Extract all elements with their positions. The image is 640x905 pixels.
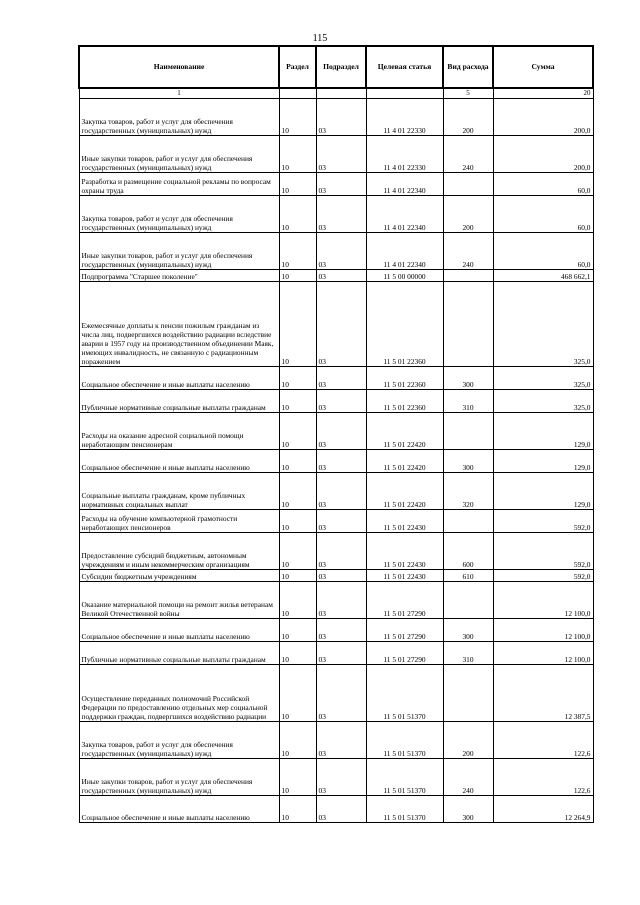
row-section: 10: [279, 196, 316, 233]
row-expense-type: 610: [443, 570, 493, 582]
row-section: 10: [279, 582, 316, 619]
table-row: [79, 270, 593, 282]
column-number: [316, 88, 366, 99]
row-sum: 12 387,5: [493, 665, 593, 722]
row-name: Социальное обеспечение и иные выплаты населению: [79, 367, 279, 390]
row-section: 10: [279, 233, 316, 270]
row-target: 11 5 01 27290: [366, 619, 443, 642]
row-subsection: 03: [316, 450, 366, 473]
row-subsection: 03: [316, 473, 366, 510]
table-row: [79, 533, 593, 570]
row-name: Закупка товаров, работ и услуг для обеспечения государственных (муниципальных) нужд: [79, 722, 279, 759]
row-target: 11 4 01 22330: [366, 136, 443, 173]
table-row: [79, 642, 593, 665]
table-row: [79, 619, 593, 642]
row-sum: 468 662,1: [493, 270, 593, 282]
row-section: 10: [279, 619, 316, 642]
row-name: Предоставление субсидий бюджетным, автономным учреждениям и иным некоммерческим организациям: [79, 533, 279, 570]
row-name: Ежемесячные доплаты к пенсии пожилым гражданам из числа лиц, подвергшихся воздействию радиации вследствие аварии в 1957 году на производственном объединении Маяк, имеющих инвалидность, не связанную с радиационным поражением: [79, 282, 279, 367]
row-expense-type: 240: [443, 759, 493, 796]
row-subsection: 03: [316, 582, 366, 619]
table-row: [79, 196, 593, 233]
row-subsection: 03: [316, 367, 366, 390]
table-header-row: [79, 46, 593, 88]
row-section: 10: [279, 282, 316, 367]
row-sum: 12 100,0: [493, 642, 593, 665]
row-sum: 325,0: [493, 390, 593, 413]
row-target: 11 4 01 22340: [366, 173, 443, 196]
row-expense-type: 300: [443, 367, 493, 390]
row-name: Социальные выплаты гражданам, кроме публичных нормативных социальных выплат: [79, 473, 279, 510]
row-name: Иные закупки товаров, работ и услуг для обеспечения государственных (муниципальных) нужд: [79, 233, 279, 270]
column-number: [366, 88, 443, 99]
row-sum: 12 100,0: [493, 582, 593, 619]
row-section: 10: [279, 99, 316, 136]
row-subsection: 03: [316, 533, 366, 570]
row-expense-type: 300: [443, 450, 493, 473]
row-subsection: 03: [316, 173, 366, 196]
row-target: 11 5 01 27290: [366, 582, 443, 619]
row-name: Социальное обеспечение и иные выплаты населению: [79, 450, 279, 473]
column-number: 5: [443, 88, 493, 99]
row-target: 11 5 01 22360: [366, 282, 443, 367]
row-subsection: 03: [316, 759, 366, 796]
header-sum: Сумма: [493, 46, 593, 88]
row-expense-type: 300: [443, 796, 493, 823]
page-number: 115: [312, 33, 328, 44]
row-expense-type: 200: [443, 196, 493, 233]
row-sum: 592,0: [493, 510, 593, 533]
row-target: 11 5 00 00000: [366, 270, 443, 282]
column-number: 1: [79, 88, 279, 99]
row-sum: 60,0: [493, 233, 593, 270]
table-row: [79, 450, 593, 473]
row-expense-type: 310: [443, 642, 493, 665]
table-row: [79, 367, 593, 390]
row-section: 10: [279, 136, 316, 173]
row-subsection: 03: [316, 642, 366, 665]
row-subsection: 03: [316, 413, 366, 450]
row-name: Закупка товаров, работ и услуг для обеспечения государственных (муниципальных) нужд: [79, 99, 279, 136]
row-name: Субсидии бюджетным учреждениям: [79, 570, 279, 582]
row-subsection: 03: [316, 196, 366, 233]
row-subsection: 03: [316, 665, 366, 722]
table-row: [79, 722, 593, 759]
row-target: 11 5 01 51370: [366, 796, 443, 823]
row-expense-type: 240: [443, 233, 493, 270]
row-section: 10: [279, 450, 316, 473]
row-section: 10: [279, 665, 316, 722]
table-row: [79, 173, 593, 196]
row-section: 10: [279, 570, 316, 582]
row-target: 11 5 01 22430: [366, 533, 443, 570]
row-sum: 60,0: [493, 196, 593, 233]
row-sum: 325,0: [493, 282, 593, 367]
header-subsection: Подраздел: [316, 46, 366, 88]
row-sum: 122,6: [493, 722, 593, 759]
row-expense-type: [443, 582, 493, 619]
row-section: 10: [279, 510, 316, 533]
row-section: 10: [279, 473, 316, 510]
row-sum: 592,0: [493, 533, 593, 570]
row-subsection: 03: [316, 233, 366, 270]
row-expense-type: 600: [443, 533, 493, 570]
row-name: Оказание материальной помощи на ремонт жилья ветеранам Великой Отечественной войны: [79, 582, 279, 619]
column-number: 20: [493, 88, 593, 99]
row-subsection: 03: [316, 510, 366, 533]
row-section: 10: [279, 796, 316, 823]
row-name: Расходы на оказание адресной социальной помощи неработающим пенсионерам: [79, 413, 279, 450]
row-subsection: 03: [316, 282, 366, 367]
table-row: [79, 759, 593, 796]
row-sum: 12 100,0: [493, 619, 593, 642]
row-section: 10: [279, 759, 316, 796]
row-target: 11 5 01 27290: [366, 642, 443, 665]
row-expense-type: [443, 510, 493, 533]
row-target: 11 5 01 22430: [366, 510, 443, 533]
row-sum: 129,0: [493, 413, 593, 450]
row-expense-type: [443, 173, 493, 196]
row-expense-type: 320: [443, 473, 493, 510]
row-sum: 122,6: [493, 759, 593, 796]
row-sum: 12 264,9: [493, 796, 593, 823]
row-target: 11 5 01 22360: [366, 367, 443, 390]
row-name: Расходы на обучение компьютерной грамотности неработающих пенсионеров: [79, 510, 279, 533]
table-row: [79, 413, 593, 450]
row-expense-type: [443, 413, 493, 450]
table-row: [79, 796, 593, 823]
row-target: 11 5 01 22420: [366, 413, 443, 450]
table-row: [79, 473, 593, 510]
column-number: [279, 88, 316, 99]
row-target: 11 4 01 22340: [366, 233, 443, 270]
row-subsection: 03: [316, 390, 366, 413]
row-expense-type: 300: [443, 619, 493, 642]
table-row: [79, 136, 593, 173]
row-sum: 325,0: [493, 367, 593, 390]
row-expense-type: [443, 270, 493, 282]
row-name: Социальное обеспечение и иные выплаты населению: [79, 796, 279, 823]
row-name: Иные закупки товаров, работ и услуг для обеспечения государственных (муниципальных) нужд: [79, 759, 279, 796]
row-target: 11 5 01 51370: [366, 665, 443, 722]
row-section: 10: [279, 642, 316, 665]
table-row: [79, 99, 593, 136]
header-expense-type: Вид расхода: [443, 46, 493, 88]
row-subsection: 03: [316, 136, 366, 173]
row-section: 10: [279, 173, 316, 196]
row-target: 11 5 01 22360: [366, 390, 443, 413]
row-expense-type: 200: [443, 722, 493, 759]
row-target: 11 5 01 22430: [366, 570, 443, 582]
row-subsection: 03: [316, 796, 366, 823]
row-expense-type: 310: [443, 390, 493, 413]
row-section: 10: [279, 367, 316, 390]
column-number-row: [79, 88, 593, 99]
row-sum: 129,0: [493, 473, 593, 510]
header-name: Наименование: [79, 46, 279, 88]
row-name: Закупка товаров, работ и услуг для обеспечения государственных (муниципальных) нужд: [79, 196, 279, 233]
header-target: Целевая статья: [366, 46, 443, 88]
header-section: Раздел: [279, 46, 316, 88]
row-target: 11 4 01 22330: [366, 99, 443, 136]
row-target: 11 5 01 22420: [366, 450, 443, 473]
row-target: 11 5 01 22420: [366, 473, 443, 510]
row-target: 11 5 01 51370: [366, 759, 443, 796]
row-expense-type: [443, 282, 493, 367]
row-expense-type: 200: [443, 99, 493, 136]
row-sum: 60,0: [493, 173, 593, 196]
row-subsection: 03: [316, 99, 366, 136]
table-row: [79, 582, 593, 619]
table-row: [79, 233, 593, 270]
budget-table: [78, 45, 594, 823]
row-target: 11 5 01 51370: [366, 722, 443, 759]
row-name: Социальное обеспечение и иные выплаты населению: [79, 619, 279, 642]
row-subsection: 03: [316, 270, 366, 282]
row-section: 10: [279, 413, 316, 450]
row-subsection: 03: [316, 722, 366, 759]
row-subsection: 03: [316, 570, 366, 582]
table-row: [79, 570, 593, 582]
row-name: Публичные нормативные социальные выплаты гражданам: [79, 390, 279, 413]
table-row: [79, 510, 593, 533]
row-expense-type: 240: [443, 136, 493, 173]
row-section: 10: [279, 270, 316, 282]
row-subsection: 03: [316, 619, 366, 642]
row-name: Разработка и размещение социальной рекламы по вопросам охраны труда: [79, 173, 279, 196]
row-sum: 129,0: [493, 450, 593, 473]
row-section: 10: [279, 722, 316, 759]
row-name: Подпрограмма "Старшее поколение": [79, 270, 279, 282]
row-sum: 200,0: [493, 136, 593, 173]
row-section: 10: [279, 533, 316, 570]
table-row: [79, 282, 593, 367]
row-name: Иные закупки товаров, работ и услуг для обеспечения государственных (муниципальных) нужд: [79, 136, 279, 173]
row-section: 10: [279, 390, 316, 413]
row-name: Осуществление переданных полномочий Российской Федерации по предоставлению отдельных мер социальной поддержки граждан, подвергшихся воздействию радиации: [79, 665, 279, 722]
table-row: [79, 390, 593, 413]
row-name: Публичные нормативные социальные выплаты гражданам: [79, 642, 279, 665]
row-sum: 592,0: [493, 570, 593, 582]
row-target: 11 4 01 22340: [366, 196, 443, 233]
row-expense-type: [443, 665, 493, 722]
table-row: [79, 665, 593, 722]
row-sum: 200,0: [493, 99, 593, 136]
